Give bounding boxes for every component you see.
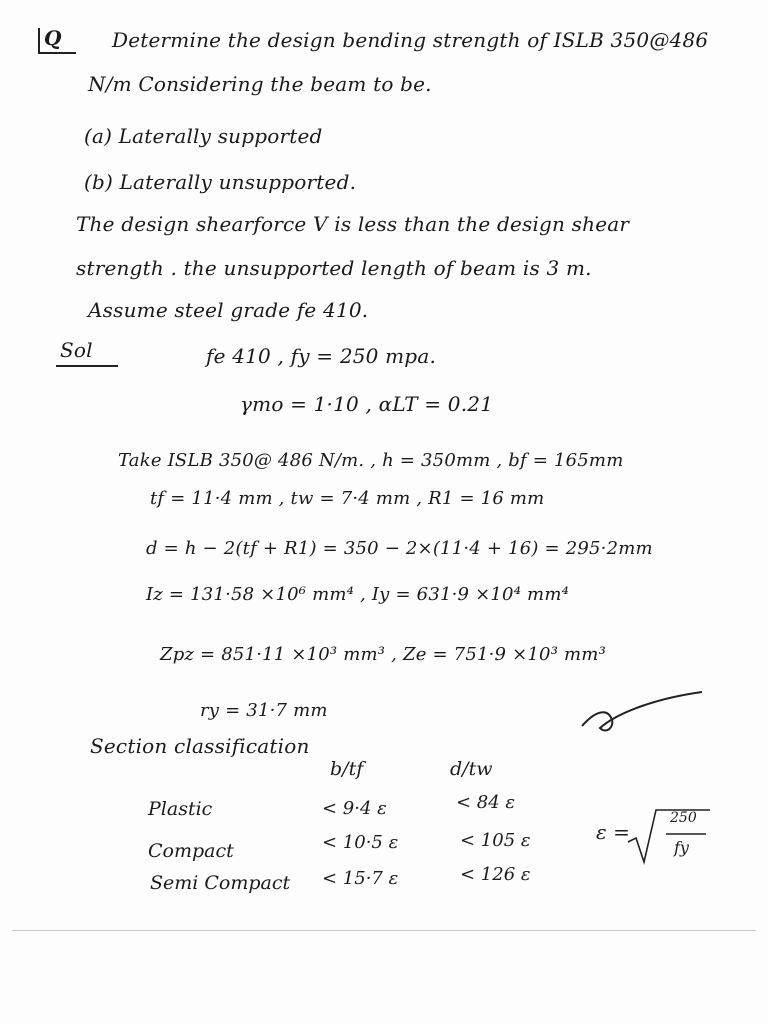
given-factors: γmo = 1·10 , αLT = 0.21	[240, 392, 494, 416]
question-line-1: Determine the design bending strength of ISLB 350@486	[112, 28, 709, 52]
row-label-plastic: Plastic	[148, 798, 213, 820]
question-label: Q	[44, 26, 62, 50]
question-line-5: Assume steel grade fe 410.	[88, 298, 369, 322]
option-a: (a) Laterally supported	[84, 124, 323, 148]
moment-of-inertia: Iz = 131·58 ×10⁶ mm⁴ , Iy = 631·9 ×10⁴ mm⁴	[146, 584, 569, 605]
option-b: (b) Laterally unsupported.	[84, 170, 357, 194]
classification-heading: Section classification	[90, 734, 310, 758]
check-mark-icon	[578, 690, 708, 738]
section-properties-1: Take ISLB 350@ 486 N/m. , h = 350mm , bf = 165mm	[118, 450, 624, 471]
column-head-b-tf: b/tf	[330, 758, 364, 780]
compact-b-tf: < 10·5 ε	[322, 832, 399, 853]
page-bottom-rule	[12, 930, 756, 931]
epsilon-formula	[596, 806, 716, 870]
column-head-d-tw: d/tw	[450, 758, 493, 780]
question-marker-underline	[38, 52, 76, 54]
row-label-compact: Compact	[148, 840, 234, 862]
compact-d-tw: < 105 ε	[460, 830, 531, 851]
epsilon-numerator: 250	[670, 810, 697, 826]
question-line-3: The design shearforce V is less than the design shear	[76, 212, 630, 236]
section-properties-2: tf = 11·4 mm , tw = 7·4 mm , R1 = 16 mm	[150, 488, 545, 509]
question-line-2: N/m Considering the beam to be.	[88, 72, 432, 96]
semi-compact-d-tw: < 126 ε	[460, 864, 531, 885]
epsilon-symbol: ε =	[596, 820, 630, 844]
radius-of-gyration: ry = 31·7 mm	[200, 700, 328, 721]
solution-underline	[56, 365, 118, 367]
square-root-icon	[626, 806, 712, 866]
depth-calculation: d = h − 2(tf + R1) = 350 − 2×(11·4 + 16) = 295·2mm	[146, 538, 653, 559]
plastic-d-tw: < 84 ε	[456, 792, 516, 813]
plastic-b-tf: < 9·4 ε	[322, 798, 387, 819]
section-modulus: Zpz = 851·11 ×10³ mm³ , Ze = 751·9 ×10³ mm³	[160, 644, 606, 665]
question-line-4: strength . the unsupported length of beam is 3 m.	[76, 256, 592, 280]
solution-label: Sol	[60, 338, 93, 362]
semi-compact-b-tf: < 15·7 ε	[322, 868, 399, 889]
given-grade: fe 410 , fy = 250 mpa.	[206, 344, 436, 368]
question-marker-line	[38, 28, 40, 54]
row-label-semi-compact: Semi Compact	[150, 872, 291, 894]
epsilon-denominator: fy	[674, 838, 689, 857]
